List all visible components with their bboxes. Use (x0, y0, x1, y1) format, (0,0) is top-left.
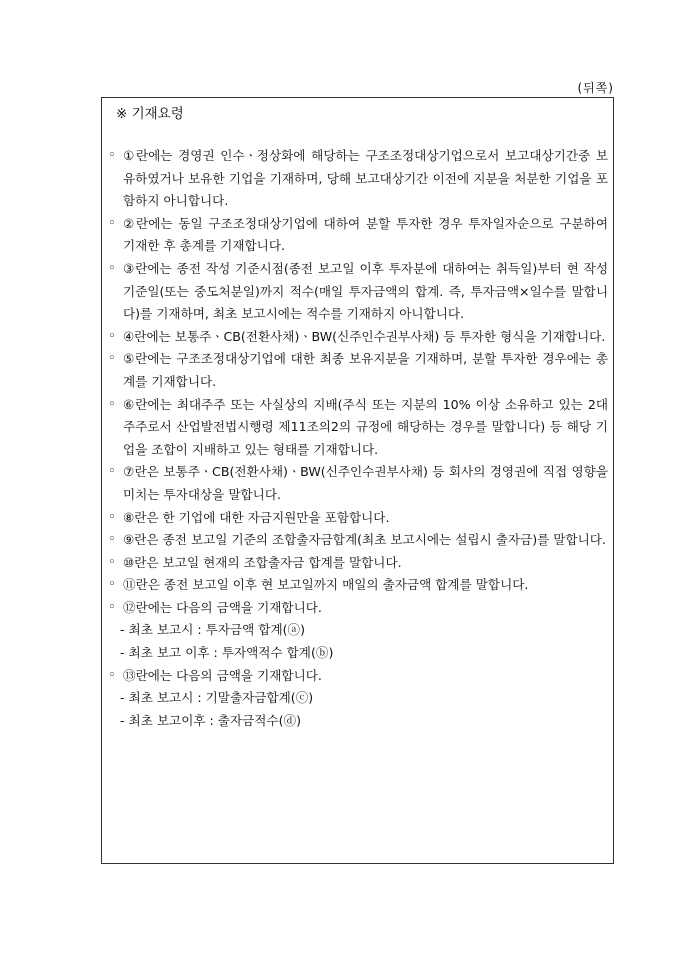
page-side-label: (뒤쪽) (577, 81, 614, 95)
instruction-subitem: - 최초 보고시 : 기말출자금합계(ⓒ) (120, 690, 314, 706)
instruction-item: ◦ ②란에는 동일 구조조정대상기업에 대하여 분할 투자한 경우 투자일자순으로 구분하여 기재한 후 총계를 기재합니다. (108, 213, 608, 258)
box-title: ※ 기재요령 (116, 106, 184, 122)
instruction-subitem: - 최초 보고이후 : 출자금적수(ⓓ) (120, 712, 302, 728)
instruction-item: ◦ ⑨란은 종전 보고일 기준의 조합출자금합계(최초 보고시에는 설립시 출자금)를 말합니다. (108, 529, 608, 552)
instruction-item: ◦ ⑧란은 한 기업에 대한 자금지원만을 포함합니다. (108, 507, 608, 530)
instruction-item: ◦ ⑪란은 종전 보고일 이후 현 보고일까지 매일의 출자금액 합계를 말합니다. (108, 574, 608, 597)
instruction-item: ◦ ④란에는 보통주ㆍCB(전환사채)ㆍBW(신주인수권부사채) 등 투자한 형식을 기재합니다. (108, 326, 608, 349)
instruction-item: ◦ ⑬란에는 다음의 금액을 기재합니다. (108, 665, 608, 688)
instruction-item: ◦ ⑦란은 보통주ㆍCB(전환사채)ㆍBW(신주인수권부사채) 등 회사의 경영권에 직접 영향을 미치는 투자대상을 말합니다. (108, 461, 608, 506)
instruction-item: ◦ ⑤란에는 구조조정대상기업에 대한 최종 보유지분을 기재하며, 분할 투자한 경우에는 총계를 기재합니다. (108, 348, 608, 393)
instruction-item: ◦ ①란에는 경영권 인수ㆍ정상화에 해당하는 구조조정대상기업으로서 보고대상기간중 보유하였거나 보유한 기업을 기재하며, 당해 보고대상기간 이전에 지분을 처분한 기업을 포함하지 아니합니다. (108, 145, 608, 213)
instruction-item: ◦ ⑩란은 보고일 현재의 조합출자금 합계를 말합니다. (108, 552, 608, 575)
instruction-item: ◦ ⑫란에는 다음의 금액을 기재합니다. (108, 597, 608, 620)
instruction-list (108, 145, 608, 732)
instructions-box (101, 97, 614, 864)
instruction-subitem: - 최초 보고 이후 : 투자액적수 합계(ⓑ) (120, 645, 334, 661)
instruction-item: ◦ ⑥란에는 최대주주 또는 사실상의 지배(주식 또는 지분의 10% 이상 소유하고 있는 2대주주로서 산업발전법시행령 제11조의2의 규정에 해당하는 경우를 말합니다) 등 해당 기업을 조합이 지배하고 있는 형태를 기재합니다. (108, 394, 608, 462)
instruction-item: ◦ ③란에는 종전 작성 기준시점(종전 보고일 이후 투자분에 대하여는 취득일)부터 현 작성기준일(또는 중도처분일)까지 적수(매일 투자금액의 합계. 즉, 투자금액×일수를 말합니다)를 기재하며, 최초 보고시에는 적수를 기재하지 아니합니다. (108, 258, 608, 326)
instruction-subitem: - 최초 보고시 : 투자금액 합계(ⓐ) (120, 622, 306, 638)
